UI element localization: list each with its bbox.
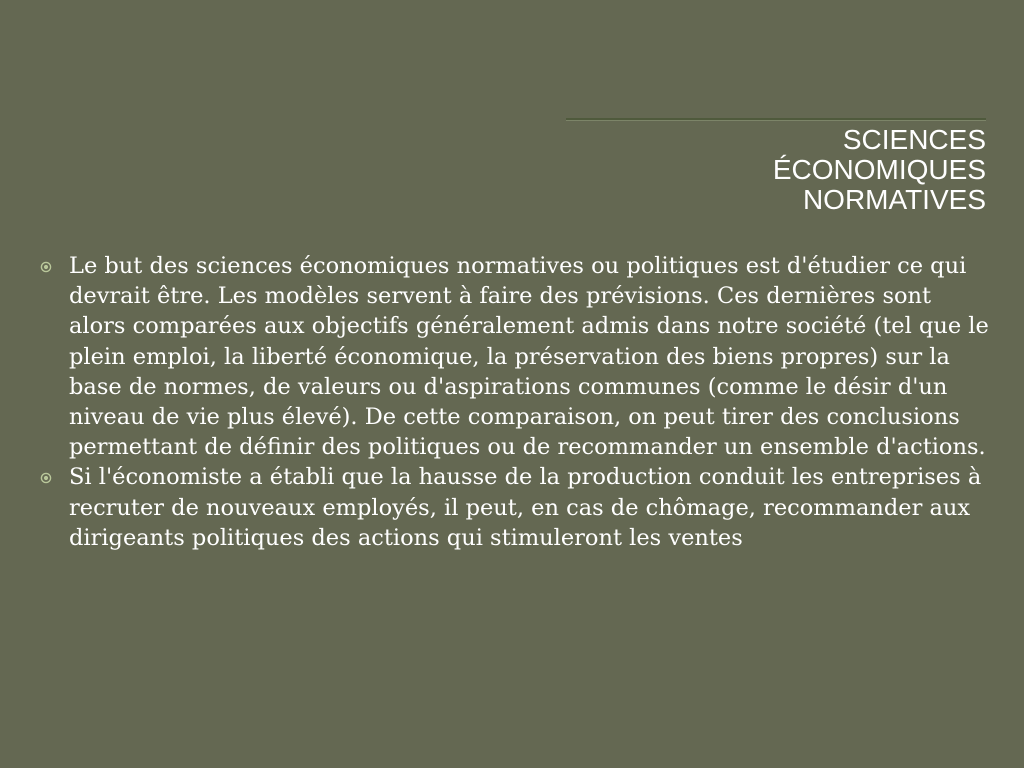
- title-line: SCIENCES: [842, 124, 986, 155]
- bullet-item: [38, 251, 993, 462]
- circle-bullet-icon: [40, 261, 52, 273]
- slide-title: [546, 125, 986, 215]
- title-line: ÉCONOMIQUES: [772, 154, 986, 185]
- bullet-text: Si l'économiste a établi que la hausse de la production conduit les entreprises à recruter de nouveaux employés, il peut, en cas de chômage, recommander aux dirigeants politiques des actions qui stimuleront les ventes: [69, 464, 982, 551]
- bullet-list: [38, 251, 993, 553]
- title-line: NORMATIVES: [802, 184, 986, 215]
- title-divider: [566, 118, 986, 120]
- circle-bullet-icon: [40, 472, 52, 484]
- bullet-item: [38, 462, 993, 553]
- bullet-text: Le but des sciences économiques normatives ou politiques est d'étudier ce qui devrait être. Les modèles servent à faire des prévisions. Ces dernières sont alors comparées aux objectifs généralement admis dans notre société (tel que le plein emploi, la liberté économique, la préservation des biens propres) sur la base de normes, de valeurs ou d'aspirations communes (comme le désir d'un niveau de vie plus élevé). De cette comparaison, on peut tirer des conclusions permettant de définir des politiques ou de recommander un ensemble d'actions.: [69, 253, 989, 461]
